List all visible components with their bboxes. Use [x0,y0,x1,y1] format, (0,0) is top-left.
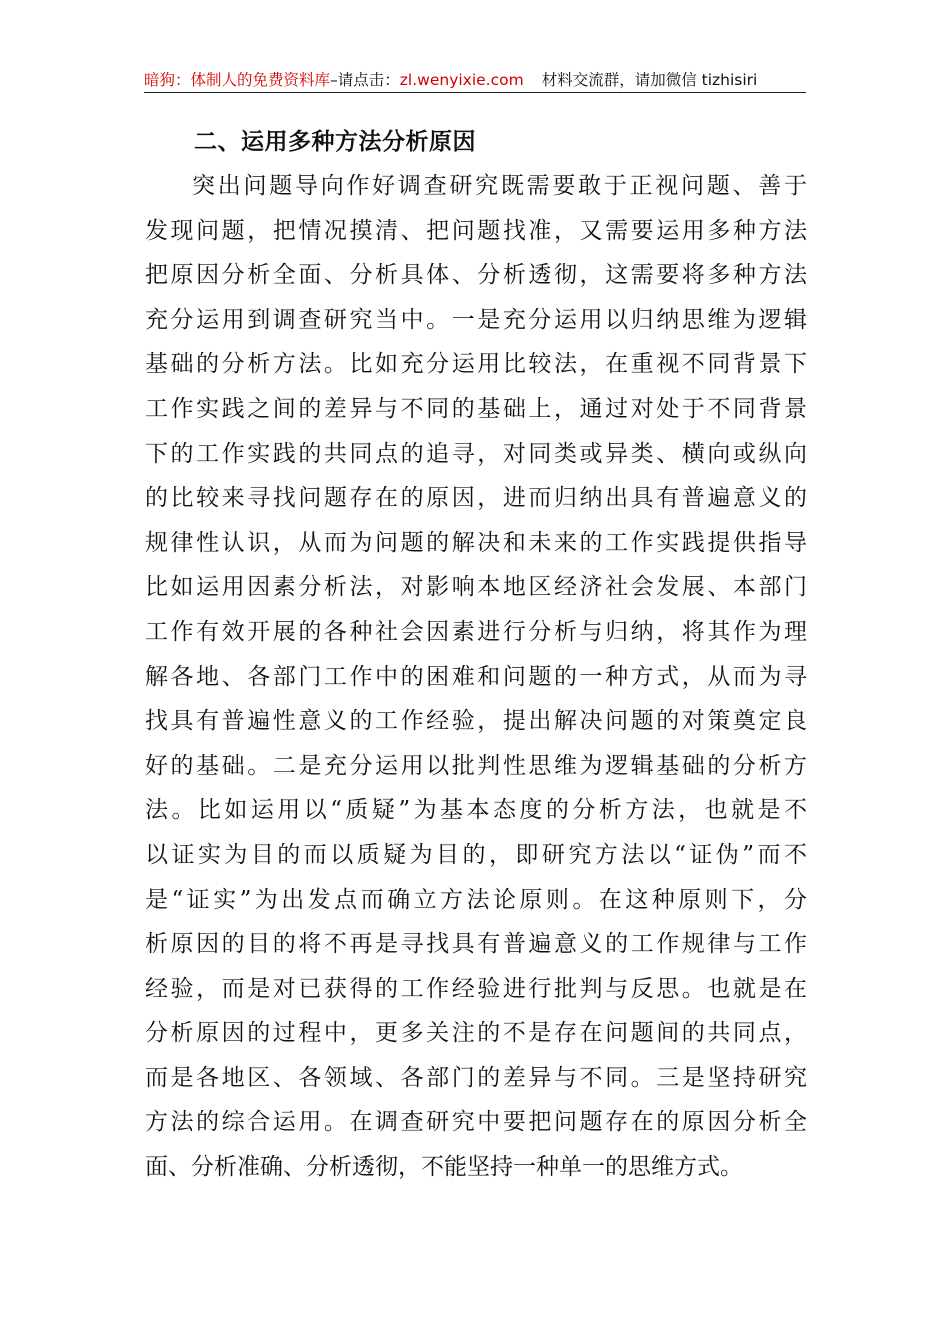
paragraph-line: 好的基础。二是充分运用以批判性思维为逻辑基础的分析方 [145,752,807,779]
paragraph-line: 法。比如运用以“质疑”为基本态度的分析方法，也就是不 [145,797,807,824]
paragraph-line: 规律性认识，从而为问题的解决和未来的工作实践提供指导 [145,529,807,556]
paragraph-line: 比如运用因素分析法，对影响本地区经济社会发展、本部门 [145,574,807,601]
paragraph-line: 工作有效开展的各种社会因素进行分析与归纳，将其作为理 [145,618,807,645]
paragraph-line: 找具有普遍性意义的工作经验，提出解决问题的对策奠定良 [145,708,807,735]
paragraph-line: 面、分析准确、分析透彻，不能坚持一种单一的思维方式。 [145,1154,743,1181]
paragraph-line: 经验，而是对已获得的工作经验进行批判与反思。也就是在 [145,975,807,1002]
paragraph-line: 基础的分析方法。比如充分运用比较法，在重视不同背景下 [145,351,807,378]
paragraph-line: 解各地、各部门工作中的困难和问题的一种方式，从而为寻 [145,663,807,690]
paragraph-line: 充分运用到调查研究当中。一是充分运用以归纳思维为逻辑 [145,306,807,333]
body-paragraph [145,164,807,1190]
paragraph-line: 工作实践之间的差异与不同的基础上，通过对处于不同背景 [145,395,807,422]
page-header [144,68,806,93]
paragraph-line: 是“证实”为出发点而确立方法论原则。在这种原则下，分 [145,886,807,913]
paragraph-line: 下的工作实践的共同点的追寻，对同类或异类、横向或纵向 [145,440,807,467]
paragraph-line: 把原因分析全面、分析具体、分析透彻，这需要将多种方法 [145,262,807,289]
paragraph-line: 而是各地区、各领域、各部门的差异与不同。三是坚持研究 [145,1064,807,1091]
header-site-name: 暗狗：体制人的免费资料库 [144,71,331,89]
paragraph-line: 突出问题导向作好调查研究既需要敢于正视问题、善于 [192,173,807,199]
header-site-url-link[interactable]: zl.wenyixie.com [399,71,524,89]
paragraph-line: 的比较来寻找问题存在的原因，进而归纳出具有普遍意义的 [145,485,807,512]
paragraph-line: 析原因的目的将不再是寻找具有普遍意义的工作规律与工作 [145,931,807,958]
paragraph-line: 分析原因的过程中，更多关注的不是存在问题间的共同点， [145,1020,807,1047]
paragraph-line: 以证实为目的而以质疑为目的，即研究方法以“证伪”而不 [145,841,807,868]
header-group-note: 材料交流群，请加微信 tizhisiri [541,71,758,89]
header-click-prompt: –请点击： [330,71,400,89]
section-heading: 二、运用多种方法分析原因 [194,129,476,155]
paragraph-line: 发现问题，把情况摸清、把问题找准，又需要运用多种方法 [145,217,807,244]
paragraph-line: 方法的综合运用。在调查研究中要把问题存在的原因分析全 [145,1109,807,1136]
document-body [145,120,807,1190]
